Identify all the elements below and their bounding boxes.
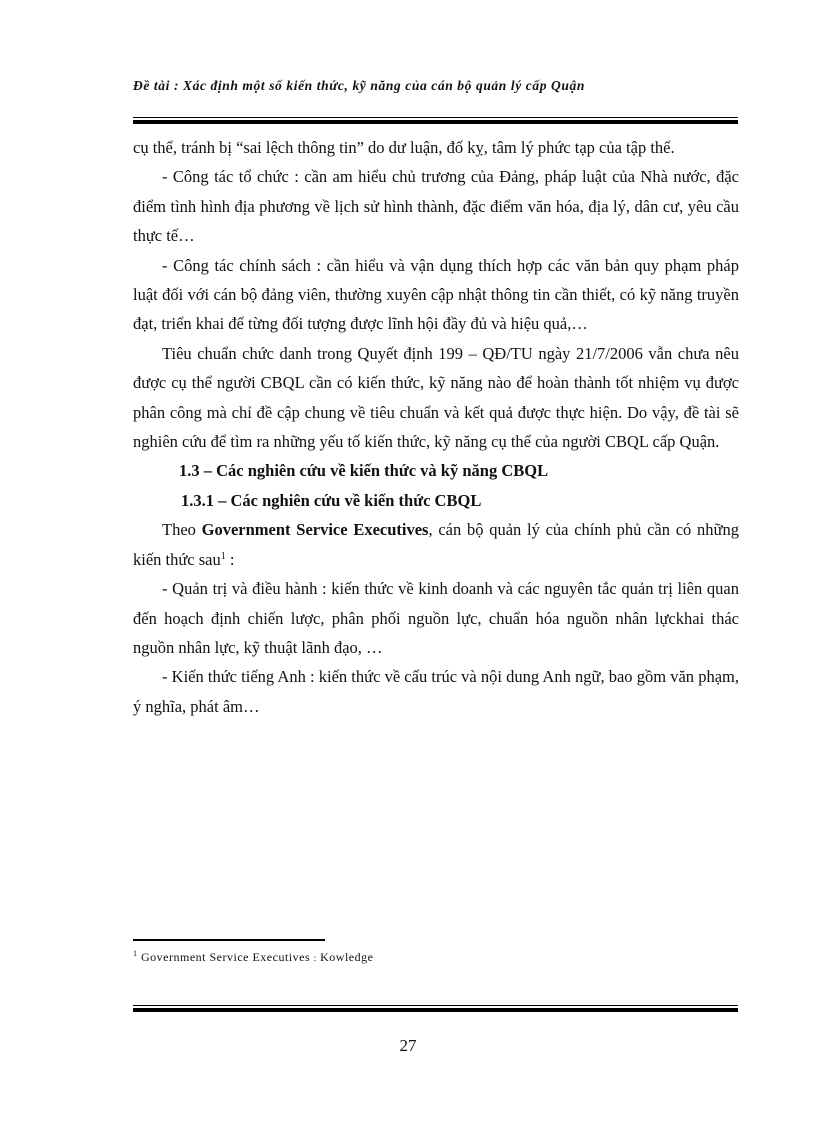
subsection-heading: 1.3.1 – Các nghiên cứu về kiến thức CBQL [181,490,482,510]
paragraph-text: , cán bộ quản lý của chính phủ cần có những kiến thức sau [133,520,739,569]
paragraph: - Công tác tổ chức : cần am hiểu chủ trương của Đảng, pháp luật của Nhà nước, đặc điểm tình hình địa phương về lịch sử hình thành, đặc điểm văn hóa, địa lý, dân cư, yêu cầu thực tế… [133,167,739,246]
footnote-number: 1 [133,949,138,958]
paragraph-text: Theo [162,520,202,540]
footer-divider [133,1005,738,1012]
paragraph: cụ thể, tránh bị “sai lệch thông tin” do dư luận, đố kỵ, tâm lý phức tạp của tập thể. [133,138,675,157]
footnote-term: Kowledge [320,950,374,964]
page-number: 27 [399,1036,417,1055]
organization-name: Government Service Executives [201,520,429,540]
header-title: Đề tài : Xác định một số kiến thức, kỹ năng của cán bộ quản lý cấp Quận [133,78,585,93]
footnote [133,950,373,965]
section-heading: 1.3 – Các nghiên cứu về kiến thức và kỹ năng CBQL [179,461,549,481]
paragraph: - Kiến thức tiếng Anh : kiến thức về cấu trúc và nội dung Anh ngữ, bao gồm văn phạm, ý nghĩa, phát âm… [133,667,739,716]
footnote-divider [133,939,325,941]
paragraph: - Công tác chính sách : cần hiểu và vận dụng thích hợp các văn bản quy phạm pháp luật đối với cán bộ đảng viên, thường xuyên cập nhật thông tin cần thiết, có kỹ năng truyền đạt, triển khai để từng đối tượng được lĩnh hội đầy đủ và hiệu quả,… [133,255,739,334]
paragraph [133,515,739,574]
paragraph: Tiêu chuẩn chức danh trong Quyết định 199 – QĐ/TU ngày 21/7/2006 vẫn chưa nêu được cụ thể người CBQL cần có kiến thức, kỹ năng nào để hoàn thành tốt nhiệm vụ được phân công mà chỉ đề cập chung về tiêu chuẩn và kết quả được thực hiện. Do vậy, đề tài sẽ nghiên cứu để tìm ra những yếu tố kiến thức, kỹ năng cụ thể của người CBQL cấp Quận. [133,343,739,452]
paragraph-text: : [225,549,235,569]
footnote-source: Government Service Executives [141,950,311,964]
footnote-separator: : [313,953,317,963]
main-content [133,133,739,721]
paragraph: - Quản trị và điều hành : kiến thức về kinh doanh và các nguyên tắc quản trị liên quan đến hoạch định chiến lược, phân phối nguồn lực, chuẩn hóa nguồn nhân lựckhai thác nguồn nhân lực, kỹ thuật lãnh đạo, … [133,579,739,657]
footnote-reference: 1 [220,550,226,562]
header-divider [133,117,738,124]
